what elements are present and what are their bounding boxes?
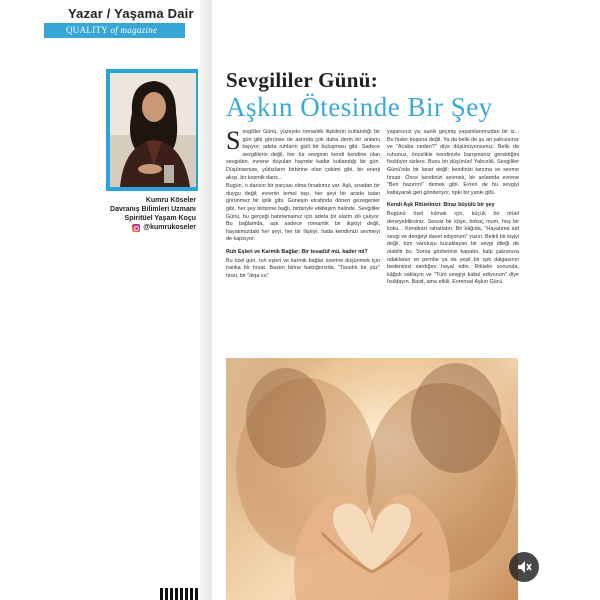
heart-hands-illustration — [226, 358, 518, 600]
band-magazine: of magazine — [110, 25, 158, 35]
instagram-handle[interactable]: @kumrukoseler — [143, 224, 196, 231]
article-column-left — [226, 126, 380, 281]
paragraph — [226, 126, 380, 182]
mute-button[interactable] — [509, 552, 539, 582]
band-quality: QUALITY — [66, 25, 108, 35]
section-title: Yazar / Yaşama Dair — [68, 6, 194, 21]
subheading: Kendi Aşk Ritüelinizi: Biraz büyülü bir şey — [387, 202, 495, 209]
article-title-line2: Aşkın Ötesinde Bir Şey — [226, 92, 493, 122]
paragraph: yaşarsınız ya; sanki geçmiş yaşamlarımızdan bir iz... Bu hisler boşuna değil. Ya da belki de şu an yalnızsınız ve "Acaba neden?" diye düşünüyorsunuz. Belki de ruhunuz, öncelikle kendinizle barışmanız gerektiğini fısıldıyor sizlere. Bunu bir düşünün! Yalnızlık, Sevgililer Günü'nde bir lanet değil; kendinizi tanıma ve sevme fırsatı. Önce kendinizi sevmek, bir anlamda evrene "Ben hazırım!" demek gibi. Evren de bu sevgiyi katlayarak geri gönderiyor, tıpkı bir yankı gibi. — [387, 129, 519, 196]
paragraph: Bu özel gün, ruh eşleri ve karmik bağlar üzerine düşünmek için harika bir fırsat. Bazen birine baktığınızda, "Tanıdık bir yüz" hissi, bir "deja vu" — [226, 257, 380, 279]
magazine-band — [44, 23, 185, 38]
hero-photo — [226, 358, 518, 600]
author-photo — [110, 73, 196, 187]
article-column-right — [387, 129, 519, 288]
paragraph: Bugün, o dansın bir parçası olma fırsatımız var. Aşk, sıradan bir duygu değil; evrenin temel taşı, her şeyi bir arada tutan görünmez bir iplik gibi. Güneşin etrafında dönen gezegenler gibi, her şey birbirine bağlı, birbiriyle etkileşim halinde. Sevgililer Günü, bu gerçeği hatırlamamız için adeta bir alarm zili çalıyor. Bu bağlamda, aşk sadece romantik bir ilişkiyi değil, hayatımızdaki her şeyi, her bir ilişkiyi, hatta kendimizi sevmeyi de kapsıyor. — [226, 183, 380, 243]
author-info — [60, 196, 196, 232]
author-portrait — [110, 73, 196, 187]
instagram-icon — [132, 224, 140, 232]
article-title-line1: Sevgililer Günü: — [226, 68, 379, 92]
paragraph: Bugünü özel kılmak için, küçük bir ritüel deneyebilirsiniz. Sessiz bir köşe, birkaç mum, hoş bir koku... Kendinizi rahatlatın. Bir kâğıda, "Hayatıma saf sevgi ve dengeyi davet ediyorum" yazın. Belirli bir kişiyi değil, tüm varoluşu kucaklayan bir sevgi dileği de olabilir bu. Sonra gözlerinizi kapatın, kalp çakranıza odaklanın ve pembe ya da yeşil bir ışık dalgasının bedeninizi sardığını hayal edin. Ritüelin sonunda, kâğıdı saklayın ve "Tüm sevgiyi kabul ediyorum" diye fısıldayın. Basit, ama etkili. Evrensel Aşkın Gücü — [387, 210, 519, 286]
author-role-1: Davranış Bilimleri Uzmanı — [110, 206, 196, 213]
paragraph-text: evgililer Günü, yüzeyde romantik ilişkilerin kutlandığı bir gün gibi görünse de aslında çok daha derin bir anlamı taşıyor; adeta ruhların gizli bir buluşması gibi. Sadece sevgililerin değil, her tür sevginin kendi kendine olan sevgiden, evrene duyulan hayrete kadar kutlandığı bir gün. Düşünsenize, yıldızların birbirine olan çekimi gibi, bir enerji akışı, bir kozmik dans... — [226, 129, 380, 181]
page-gutter — [200, 0, 212, 600]
author-name: Kumru Köseler — [145, 197, 196, 204]
subheading: Ruh Eşleri ve Karmik Bağlar: Bir tesadüf mü, kader mi? — [226, 248, 368, 255]
instagram-row[interactable] — [60, 223, 196, 232]
qr-code-icon — [160, 588, 200, 600]
dropcap: S — [226, 126, 241, 155]
volume-mute-icon — [516, 559, 532, 575]
author-role-2: Spiritüel Yaşam Koçu — [124, 215, 196, 222]
